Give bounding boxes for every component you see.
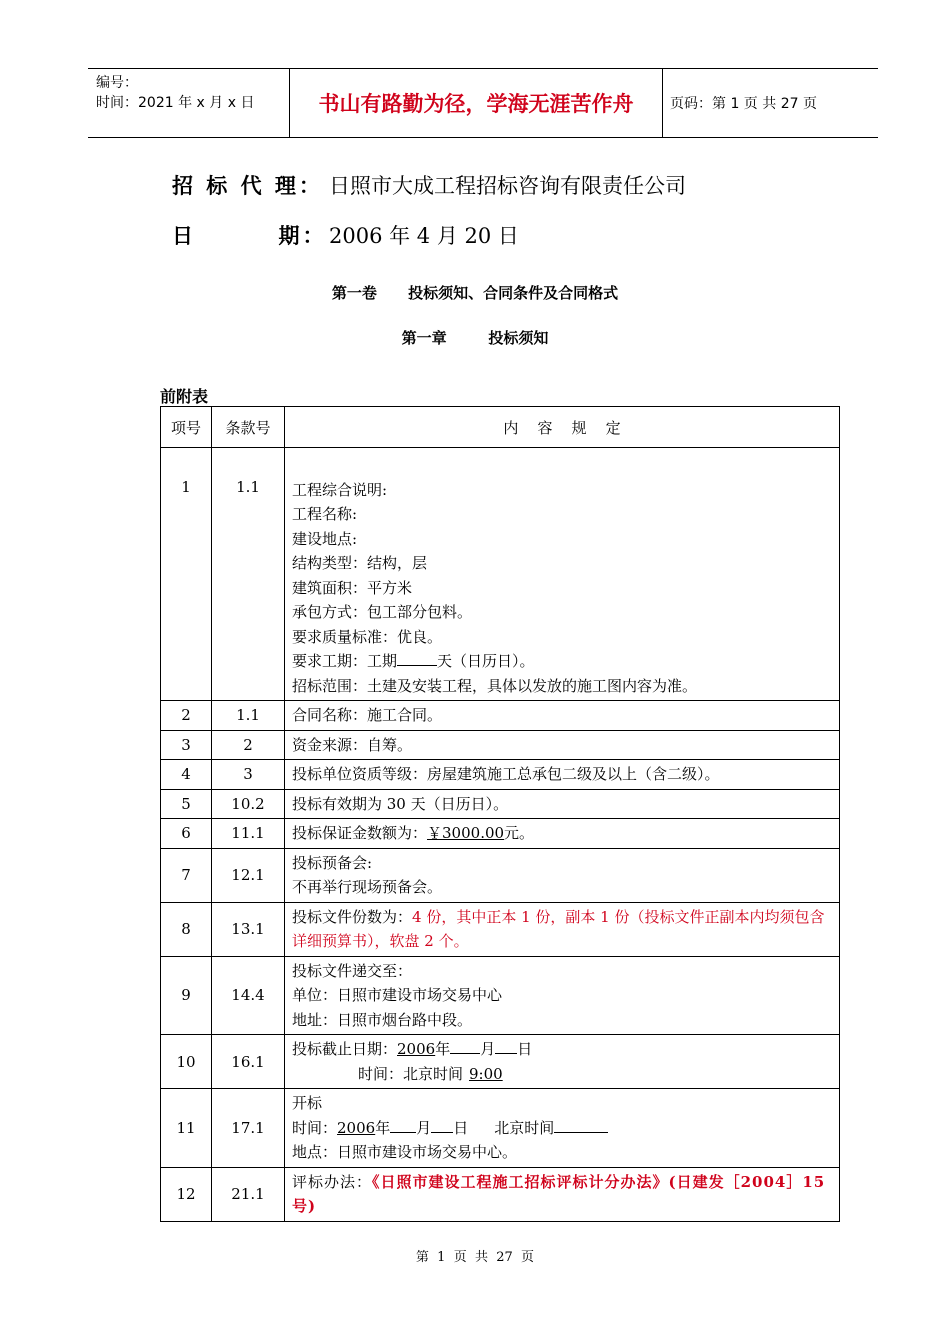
agent-line [172,170,686,200]
table-header-row [161,407,840,448]
chapter-heading: 第一章 投标须知 [401,329,549,347]
row-no: 4 [161,760,212,790]
row-no: 11 [161,1089,212,1168]
annex-table [160,406,840,1222]
row-content: 投标文件份数为：4 份，其中正本 1 份，副本 1 份（投标文件正副本内均须包含详细预算书），软盘 2 个。 [285,902,840,956]
date-line [172,220,519,250]
row-content: 投标单位资质等级：房屋建筑施工总承包二级及以上（含二级）。 [285,760,840,790]
table-row [161,1035,840,1089]
content-line: 要求工期：工期 天（日历日）。 [292,652,535,670]
row-no: 1 [161,448,212,701]
row-no: 5 [161,789,212,819]
row-content: 资金来源：自筹。 [285,730,840,760]
row-clause: 14.4 [212,956,285,1035]
row-content: 合同名称：施工合同。 [285,701,840,731]
content-line: 承包方式：包工部分包料。 [292,603,473,621]
content-line: 建筑面积：平方米 [292,578,413,597]
blank-field [390,1118,416,1133]
row-clause: 10.2 [212,789,285,819]
row-content: 投标截止日期：2006年 月 日 时间：北京时间 9:00 [285,1035,840,1089]
row-clause: 16.1 [212,1035,285,1089]
content-line: 招标范围：土建及安装工程，具体以发放的施工图内容为准。 [292,676,698,695]
blank-field [431,1118,453,1133]
table-row [161,848,840,902]
header-meta [96,73,288,113]
table-row [161,819,840,849]
row-clause: 17.1 [212,1089,285,1168]
table-row [161,760,840,790]
content-line: 结构类型：结构，层 [292,554,428,572]
col-header-clause: 条款号 [212,407,285,448]
date-label: 日 期： [172,224,327,248]
table-row [161,902,840,956]
row-clause: 11.1 [212,819,285,849]
document-number-label: 编号： [96,75,138,91]
table-row [161,730,840,760]
row-no: 6 [161,819,212,849]
row-no: 9 [161,956,212,1035]
blank-field [450,1039,480,1054]
page-footer: 第 1 页 共 27 页 [415,1250,535,1265]
row-clause: 3 [212,760,285,790]
annex-title: 前附表 [160,387,209,406]
table-row [161,448,840,701]
row-content: 投标文件递交至： 单位：日照市建设市场交易中心 地址：日照市烟台路中段。 [285,956,840,1035]
header-motto: 书山有路勤为径，学海无涯苦作舟 [318,92,634,116]
row-content [285,448,840,701]
row-content: 评标办法：《日照市建设工程施工招标评标计分办法》(日建发［2004］15 号) [285,1167,840,1221]
agent-label: 招 标 代 理： [172,174,323,198]
content-line: 要求质量标准：优良。 [292,627,443,646]
col-header-content: 内 容 规 定 [285,407,840,448]
content-line: 建设地点: [292,529,358,548]
copies-note: 4 份，其中正本 1 份，副本 1 份（投标文件正副本内均须包含详细预算书），软盘 2 个。 [292,907,825,950]
content-line: 工程综合说明: [292,480,388,499]
document-time-label: 时间：2021 年 x 月 x 日 [96,95,255,111]
row-content: 投标保证金数额为：￥3000.00元。 [285,819,840,849]
table-row [161,789,840,819]
agent-value: 日照市大成工程招标咨询有限责任公司 [329,174,686,198]
date-value: 2006 年 4 月 20 日 [329,224,519,248]
row-no: 3 [161,730,212,760]
table-row [161,1167,840,1221]
row-clause: 21.1 [212,1167,285,1221]
row-no: 10 [161,1035,212,1089]
row-no: 8 [161,902,212,956]
evaluation-method: 《日照市建设工程施工招标评标计分办法》(日建发［2004］15 号) [292,1172,826,1215]
content-line: 工程名称: [292,505,358,523]
row-no: 2 [161,701,212,731]
col-header-no: 项号 [161,407,212,448]
row-content: 开标 时间：2006年 月 日 北京时间 地点：日照市建设市场交易中心。 [285,1089,840,1168]
row-clause: 2 [212,730,285,760]
row-clause: 12.1 [212,848,285,902]
row-content: 投标预备会: 不再举行现场预备会。 [285,848,840,902]
table-row [161,1089,840,1168]
header-divider [662,69,663,137]
row-content: 投标有效期为 30 天（日历日）。 [285,789,840,819]
row-no: 12 [161,1167,212,1221]
row-clause: 1.1 [212,701,285,731]
blank-field [495,1039,517,1054]
page-header [88,68,878,138]
blank-field [554,1118,608,1133]
row-clause: 1.1 [212,448,285,701]
bond-amount: ￥3000.00 [427,824,505,842]
table-row [161,956,840,1035]
row-clause: 13.1 [212,902,285,956]
header-page-info: 页码：第 1 页 共 27 页 [670,96,817,112]
row-no: 7 [161,848,212,902]
blank-field [397,651,437,666]
table-row [161,701,840,731]
volume-heading: 第一卷 投标须知、合同条件及合同格式 [331,284,619,302]
